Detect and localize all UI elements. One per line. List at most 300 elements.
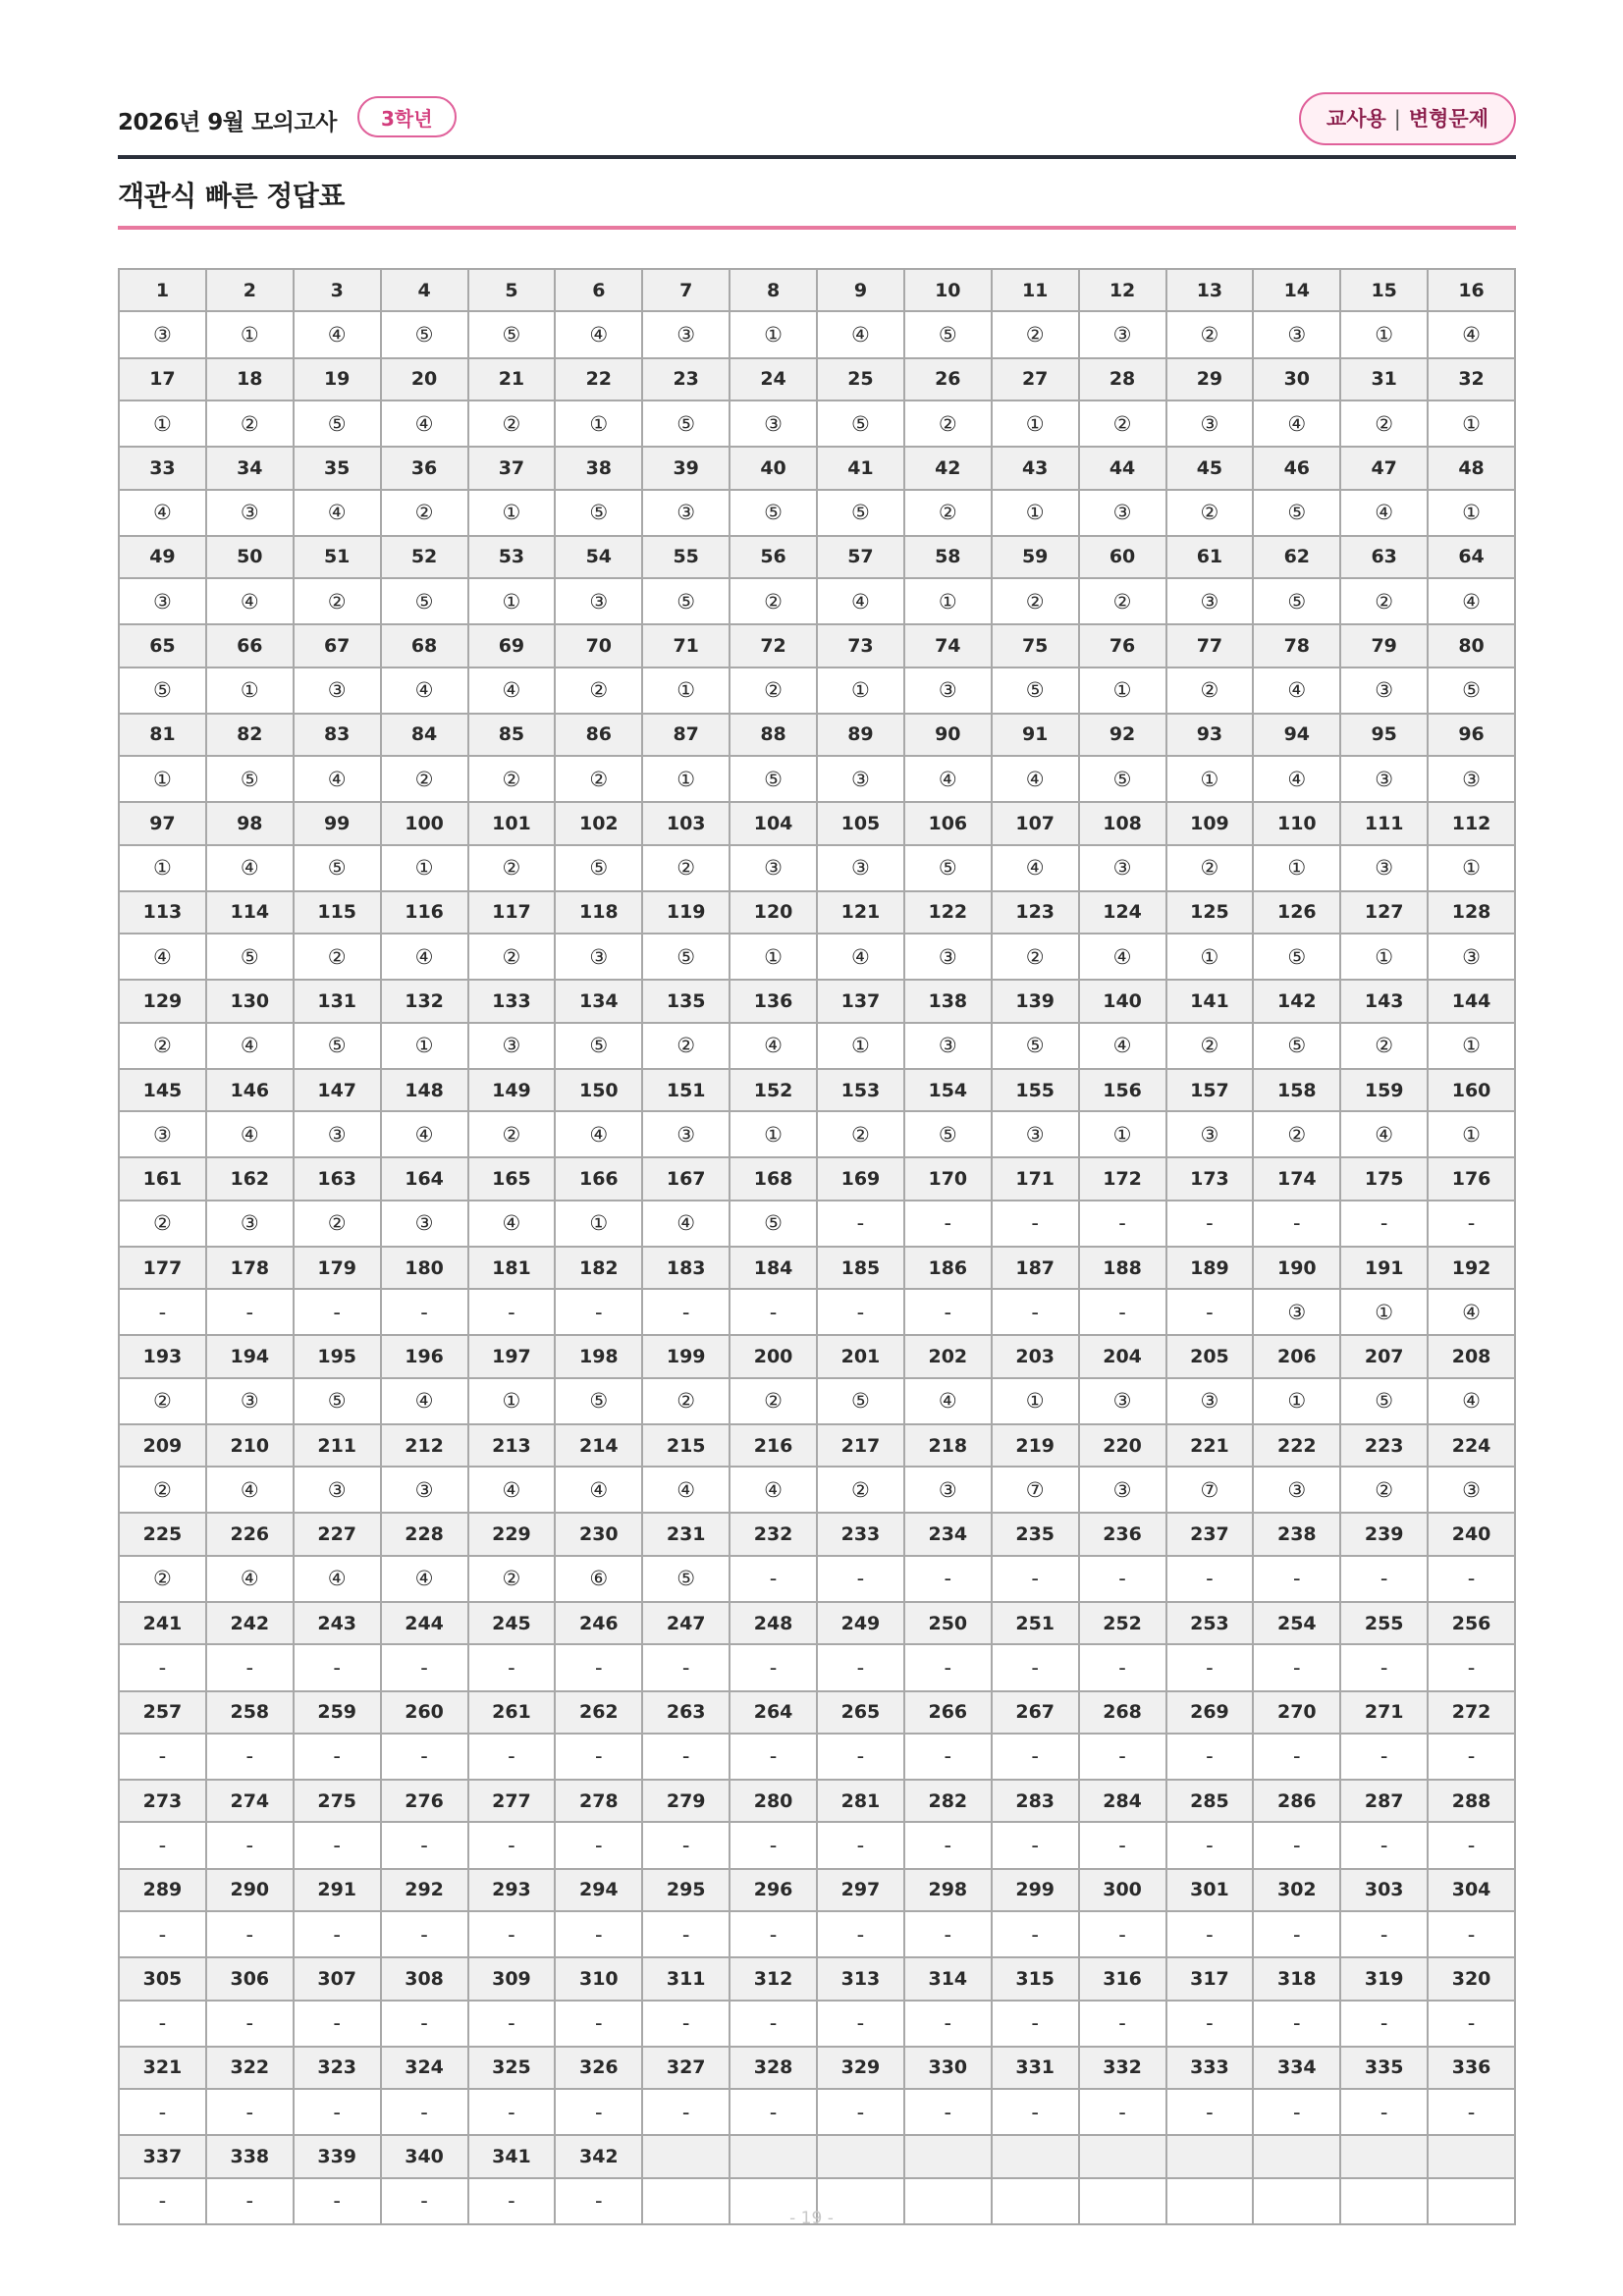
question-number-cell: 278: [555, 1780, 642, 1822]
header-divider: [118, 155, 1516, 159]
question-number-cell: 180: [381, 1247, 468, 1289]
question-number-cell: 90: [904, 714, 992, 756]
question-number-cell: 25: [817, 358, 904, 400]
answer-cell: ④: [730, 1023, 817, 1069]
answer-cell: ③: [992, 1111, 1079, 1157]
answer-cell: ③: [730, 400, 817, 447]
answer-cell: ④: [119, 490, 206, 536]
question-number-cell: 253: [1166, 1602, 1254, 1644]
answer-cell: ③: [1340, 845, 1428, 891]
answer-cell: ②: [1340, 1467, 1428, 1513]
question-number-cell: 36: [381, 447, 468, 489]
question-number-cell: 235: [992, 1513, 1079, 1555]
answer-cell: ⑤: [1253, 578, 1340, 624]
question-number-cell: 66: [206, 624, 294, 667]
answer-row: [119, 1911, 1515, 1957]
question-number-cell: 186: [904, 1247, 992, 1289]
question-number-cell: 273: [119, 1780, 206, 1822]
answer-row: [119, 1111, 1515, 1157]
question-number-cell: 23: [642, 358, 730, 400]
question-number-cell: 12: [1079, 269, 1166, 311]
answer-cell: ①: [555, 1201, 642, 1247]
answer-cell: ③: [381, 1467, 468, 1513]
answer-cell: ②: [119, 1023, 206, 1069]
question-number-cell: 142: [1253, 980, 1340, 1022]
answer-row: [119, 1289, 1515, 1335]
answer-cell: ③: [294, 1111, 381, 1157]
answer-cell: -: [119, 1734, 206, 1780]
question-number-cell: 47: [1340, 447, 1428, 489]
question-number-cell: 176: [1428, 1157, 1515, 1200]
question-number-cell: 179: [294, 1247, 381, 1289]
question-number-cell: 336: [1428, 2047, 1515, 2089]
answer-cell: -: [206, 2089, 294, 2135]
answer-cell: ⑤: [555, 1378, 642, 1424]
question-number-row: [119, 1869, 1515, 1911]
answer-cell: -: [294, 2001, 381, 2047]
answer-cell: ③: [904, 934, 992, 980]
answer-cell: ⑤: [730, 756, 817, 802]
answer-cell: ③: [468, 1023, 556, 1069]
question-number-cell: [1340, 2135, 1428, 2177]
answer-cell: -: [642, 1289, 730, 1335]
answer-cell: ④: [904, 756, 992, 802]
answer-cell: ③: [1253, 311, 1340, 357]
answer-cell: ③: [1166, 1111, 1254, 1157]
question-number-cell: 163: [294, 1157, 381, 1200]
badge-separator: |: [1393, 107, 1401, 131]
question-number-cell: 234: [904, 1513, 992, 1555]
question-number-cell: 71: [642, 624, 730, 667]
answer-cell: -: [817, 2001, 904, 2047]
question-number-cell: 9: [817, 269, 904, 311]
answer-cell: ②: [468, 756, 556, 802]
question-number-cell: 121: [817, 891, 904, 934]
question-number-cell: 112: [1428, 802, 1515, 844]
question-number-cell: 81: [119, 714, 206, 756]
answer-cell: -: [904, 1201, 992, 1247]
question-number-cell: 46: [1253, 447, 1340, 489]
question-number-cell: 102: [555, 802, 642, 844]
question-number-cell: 91: [992, 714, 1079, 756]
answer-cell: -: [1166, 1289, 1254, 1335]
question-number-cell: 103: [642, 802, 730, 844]
answer-cell: -: [642, 1911, 730, 1957]
answer-cell: -: [555, 2001, 642, 2047]
answer-cell: ①: [381, 1023, 468, 1069]
question-number-cell: 143: [1340, 980, 1428, 1022]
question-number-cell: 89: [817, 714, 904, 756]
question-number-cell: 236: [1079, 1513, 1166, 1555]
question-number-cell: 17: [119, 358, 206, 400]
question-number-cell: 149: [468, 1069, 556, 1111]
question-number-cell: 161: [119, 1157, 206, 1200]
question-number-cell: 124: [1079, 891, 1166, 934]
question-number-cell: 202: [904, 1335, 992, 1377]
question-number-cell: 218: [904, 1424, 992, 1467]
answer-cell: -: [1166, 2001, 1254, 2047]
question-number-cell: 127: [1340, 891, 1428, 934]
answer-cell: -: [206, 1644, 294, 1690]
answer-cell: -: [1253, 2001, 1340, 2047]
question-number-cell: 212: [381, 1424, 468, 1467]
question-number-cell: 116: [381, 891, 468, 934]
question-number-cell: 205: [1166, 1335, 1254, 1377]
answer-cell: ②: [642, 1378, 730, 1424]
answer-cell: ②: [294, 934, 381, 980]
answer-cell: ②: [992, 578, 1079, 624]
answer-cell: ①: [1428, 845, 1515, 891]
question-number-cell: 274: [206, 1780, 294, 1822]
answer-cell: ①: [1428, 400, 1515, 447]
answer-cell: ①: [1340, 311, 1428, 357]
question-number-cell: 28: [1079, 358, 1166, 400]
answer-cell: -: [1428, 1822, 1515, 1868]
question-number-cell: 14: [1253, 269, 1340, 311]
answer-cell: ⑥: [555, 1556, 642, 1602]
answer-cell: ④: [992, 756, 1079, 802]
question-number-cell: 99: [294, 802, 381, 844]
answer-cell: ⑦: [992, 1467, 1079, 1513]
question-number-cell: 113: [119, 891, 206, 934]
question-number-cell: 211: [294, 1424, 381, 1467]
answer-cell: ③: [555, 578, 642, 624]
question-number-cell: 238: [1253, 1513, 1340, 1555]
answer-row: [119, 1734, 1515, 1780]
section-title: 객관식 빠른 정답표: [118, 180, 345, 212]
answer-cell: -: [642, 2001, 730, 2047]
question-number-cell: 239: [1340, 1513, 1428, 1555]
question-number-cell: 65: [119, 624, 206, 667]
answer-cell: -: [1340, 2089, 1428, 2135]
answer-cell: -: [1079, 1556, 1166, 1602]
question-number-cell: 340: [381, 2135, 468, 2177]
answer-cell: ②: [468, 1111, 556, 1157]
answer-cell: -: [1253, 1734, 1340, 1780]
question-number-cell: 257: [119, 1691, 206, 1734]
question-number-cell: 194: [206, 1335, 294, 1377]
answer-cell: -: [555, 1289, 642, 1335]
question-number-cell: [1166, 2135, 1254, 2177]
answer-cell: ④: [1428, 578, 1515, 624]
question-number-cell: 295: [642, 1869, 730, 1911]
answer-cell: ⑤: [642, 400, 730, 447]
answer-cell: ⑤: [730, 1201, 817, 1247]
answer-cell: ②: [1166, 1023, 1254, 1069]
question-number-cell: 10: [904, 269, 992, 311]
question-number-cell: 251: [992, 1602, 1079, 1644]
question-number-cell: 169: [817, 1157, 904, 1200]
answer-cell: ⑤: [294, 1378, 381, 1424]
question-number-cell: 164: [381, 1157, 468, 1200]
answer-cell: ①: [1428, 1023, 1515, 1069]
question-number-cell: 19: [294, 358, 381, 400]
answer-cell: ④: [294, 1556, 381, 1602]
question-number-cell: 331: [992, 2047, 1079, 2089]
answer-cell: -: [1166, 1822, 1254, 1868]
question-number-cell: 53: [468, 536, 556, 578]
question-number-row: [119, 1691, 1515, 1734]
question-number-cell: 198: [555, 1335, 642, 1377]
question-number-cell: 226: [206, 1513, 294, 1555]
question-number-cell: 85: [468, 714, 556, 756]
answer-cell: ④: [1428, 1289, 1515, 1335]
answer-cell: ①: [206, 667, 294, 714]
answer-cell: ④: [206, 1111, 294, 1157]
question-number-row: [119, 802, 1515, 844]
answer-cell: ③: [642, 490, 730, 536]
question-number-cell: 154: [904, 1069, 992, 1111]
answer-cell: -: [992, 1911, 1079, 1957]
question-number-row: [119, 2135, 1515, 2177]
question-number-row: [119, 714, 1515, 756]
answer-cell: ③: [206, 490, 294, 536]
question-number-cell: 223: [1340, 1424, 1428, 1467]
answer-cell: ①: [1428, 490, 1515, 536]
answer-cell: -: [730, 2089, 817, 2135]
question-number-cell: 159: [1340, 1069, 1428, 1111]
question-number-cell: 118: [555, 891, 642, 934]
question-number-cell: 120: [730, 891, 817, 934]
answer-cell: -: [1340, 2001, 1428, 2047]
question-number-cell: 182: [555, 1247, 642, 1289]
answer-cell: -: [206, 1911, 294, 1957]
answer-cell: ⑤: [904, 845, 992, 891]
question-number-cell: 329: [817, 2047, 904, 2089]
answer-cell: ①: [1340, 1289, 1428, 1335]
answer-cell: ④: [1079, 1023, 1166, 1069]
answer-cell: ④: [730, 1467, 817, 1513]
answer-cell: -: [1340, 1822, 1428, 1868]
question-number-cell: 79: [1340, 624, 1428, 667]
question-number-cell: 318: [1253, 1957, 1340, 2000]
question-number-cell: 76: [1079, 624, 1166, 667]
answer-cell: ①: [904, 578, 992, 624]
question-number-row: [119, 1247, 1515, 1289]
question-number-cell: 131: [294, 980, 381, 1022]
question-number-cell: 62: [1253, 536, 1340, 578]
question-number-cell: 60: [1079, 536, 1166, 578]
question-number-cell: 191: [1340, 1247, 1428, 1289]
answer-cell: ①: [1253, 1378, 1340, 1424]
question-number-cell: 215: [642, 1424, 730, 1467]
page-number: - 19 -: [789, 2209, 834, 2228]
answer-cell: ①: [730, 934, 817, 980]
question-number-cell: 293: [468, 1869, 556, 1911]
answer-cell: ①: [730, 311, 817, 357]
question-number-cell: 105: [817, 802, 904, 844]
question-number-cell: 237: [1166, 1513, 1254, 1555]
question-number-cell: 301: [1166, 1869, 1254, 1911]
answer-cell: ②: [904, 400, 992, 447]
answer-cell: -: [992, 1289, 1079, 1335]
question-number-cell: 39: [642, 447, 730, 489]
question-number-cell: 213: [468, 1424, 556, 1467]
question-number-cell: 290: [206, 1869, 294, 1911]
answer-cell: -: [1166, 1644, 1254, 1690]
answer-row: [119, 1556, 1515, 1602]
answer-cell: -: [1340, 1556, 1428, 1602]
answer-cell: -: [119, 2089, 206, 2135]
answer-cell: -: [642, 2089, 730, 2135]
question-number-cell: 262: [555, 1691, 642, 1734]
question-number-cell: 310: [555, 1957, 642, 2000]
answer-cell: ①: [206, 311, 294, 357]
answer-cell: ⑤: [555, 490, 642, 536]
answer-cell: -: [1079, 1734, 1166, 1780]
question-number-cell: 21: [468, 358, 556, 400]
question-number-cell: 317: [1166, 1957, 1254, 2000]
answer-cell: ⑤: [730, 490, 817, 536]
answer-cell: -: [904, 2089, 992, 2135]
answer-cell: ②: [730, 578, 817, 624]
question-number-cell: 177: [119, 1247, 206, 1289]
answer-cell: ①: [992, 1378, 1079, 1424]
question-number-cell: 32: [1428, 358, 1515, 400]
question-number-cell: 282: [904, 1780, 992, 1822]
question-number-cell: 5: [468, 269, 556, 311]
question-number-cell: 319: [1340, 1957, 1428, 2000]
question-number-cell: 196: [381, 1335, 468, 1377]
answer-cell: ④: [294, 490, 381, 536]
answer-cell: -: [730, 1822, 817, 1868]
question-number-cell: 130: [206, 980, 294, 1022]
doc-type-label: 변형문제: [1408, 107, 1488, 131]
answer-cell: ②: [119, 1201, 206, 1247]
question-number-cell: 45: [1166, 447, 1254, 489]
answer-cell: -: [1253, 1556, 1340, 1602]
question-number-cell: 178: [206, 1247, 294, 1289]
question-number-cell: 152: [730, 1069, 817, 1111]
question-number-cell: 165: [468, 1157, 556, 1200]
answer-cell: ④: [381, 667, 468, 714]
answer-cell: ⑤: [904, 1111, 992, 1157]
answer-cell: ②: [1166, 845, 1254, 891]
answer-cell: ③: [730, 845, 817, 891]
question-number-cell: 265: [817, 1691, 904, 1734]
question-number-cell: 126: [1253, 891, 1340, 934]
answer-cell: -: [1079, 1911, 1166, 1957]
answer-cell: -: [642, 1644, 730, 1690]
question-number-cell: 289: [119, 1869, 206, 1911]
answer-cell: -: [992, 2001, 1079, 2047]
answer-cell: ②: [468, 1556, 556, 1602]
answer-cell: ②: [1166, 311, 1254, 357]
answer-cell: -: [1253, 2089, 1340, 2135]
question-number-cell: 299: [992, 1869, 1079, 1911]
question-number-cell: 190: [1253, 1247, 1340, 1289]
answer-cell: ④: [642, 1467, 730, 1513]
answer-cell: ③: [817, 756, 904, 802]
question-number-row: [119, 1780, 1515, 1822]
answer-cell: ①: [817, 667, 904, 714]
answer-row: [119, 1201, 1515, 1247]
question-number-cell: 44: [1079, 447, 1166, 489]
answer-key-table: [118, 268, 1516, 2225]
page-header: [118, 94, 1516, 149]
question-number-cell: 72: [730, 624, 817, 667]
answer-cell: ②: [642, 845, 730, 891]
answer-cell: ①: [119, 756, 206, 802]
question-number-cell: 63: [1340, 536, 1428, 578]
question-number-cell: 337: [119, 2135, 206, 2177]
answer-cell: ⑤: [206, 756, 294, 802]
question-number-cell: 75: [992, 624, 1079, 667]
question-number-cell: 328: [730, 2047, 817, 2089]
question-number-cell: [992, 2135, 1079, 2177]
answer-cell: ①: [1340, 934, 1428, 980]
answer-cell: -: [1340, 1734, 1428, 1780]
question-number-cell: 108: [1079, 802, 1166, 844]
answer-cell: ③: [206, 1201, 294, 1247]
question-number-cell: 263: [642, 1691, 730, 1734]
question-number-cell: 162: [206, 1157, 294, 1200]
answer-cell: -: [730, 1734, 817, 1780]
answer-cell: ②: [992, 934, 1079, 980]
question-number-row: [119, 447, 1515, 489]
question-number-cell: 6: [555, 269, 642, 311]
answer-cell: ⑤: [294, 400, 381, 447]
answer-cell: -: [294, 2089, 381, 2135]
answer-cell: ⑤: [1253, 934, 1340, 980]
question-number-cell: 43: [992, 447, 1079, 489]
answer-cell: ①: [119, 845, 206, 891]
question-number-row: [119, 2047, 1515, 2089]
answer-cell: ③: [1166, 1378, 1254, 1424]
answer-cell: ②: [206, 400, 294, 447]
question-number-cell: 312: [730, 1957, 817, 2000]
answer-cell: ②: [730, 1378, 817, 1424]
question-number-cell: 246: [555, 1602, 642, 1644]
answer-cell: -: [730, 1556, 817, 1602]
question-number-cell: 255: [1340, 1602, 1428, 1644]
answer-cell: -: [904, 1644, 992, 1690]
question-number-cell: [817, 2135, 904, 2177]
answer-row: [119, 2001, 1515, 2047]
question-number-cell: 7: [642, 269, 730, 311]
answer-cell: ③: [904, 1467, 992, 1513]
question-number-cell: 171: [992, 1157, 1079, 1200]
answer-cell: ②: [642, 1023, 730, 1069]
answer-cell: ④: [294, 756, 381, 802]
answer-cell: -: [817, 1911, 904, 1957]
question-number-cell: 104: [730, 802, 817, 844]
answer-cell: -: [555, 1734, 642, 1780]
question-number-cell: 285: [1166, 1780, 1254, 1822]
answer-cell: ①: [555, 400, 642, 447]
answer-cell: ④: [206, 845, 294, 891]
question-number-cell: 300: [1079, 1869, 1166, 1911]
answer-cell: -: [992, 1201, 1079, 1247]
question-number-cell: 298: [904, 1869, 992, 1911]
answer-cell: -: [381, 1734, 468, 1780]
answer-cell: ⑤: [1340, 1378, 1428, 1424]
question-number-cell: 267: [992, 1691, 1079, 1734]
answer-cell: ③: [1253, 1467, 1340, 1513]
question-number-row: [119, 269, 1515, 311]
question-number-cell: 24: [730, 358, 817, 400]
question-number-cell: 141: [1166, 980, 1254, 1022]
question-number-cell: 97: [119, 802, 206, 844]
answer-cell: -: [730, 1644, 817, 1690]
question-number-cell: 287: [1340, 1780, 1428, 1822]
answer-cell: ②: [468, 934, 556, 980]
question-number-cell: 268: [1079, 1691, 1166, 1734]
answer-cell: ⑤: [294, 1023, 381, 1069]
question-number-cell: 185: [817, 1247, 904, 1289]
answer-cell: ⑤: [817, 1378, 904, 1424]
answer-cell: ②: [1166, 490, 1254, 536]
